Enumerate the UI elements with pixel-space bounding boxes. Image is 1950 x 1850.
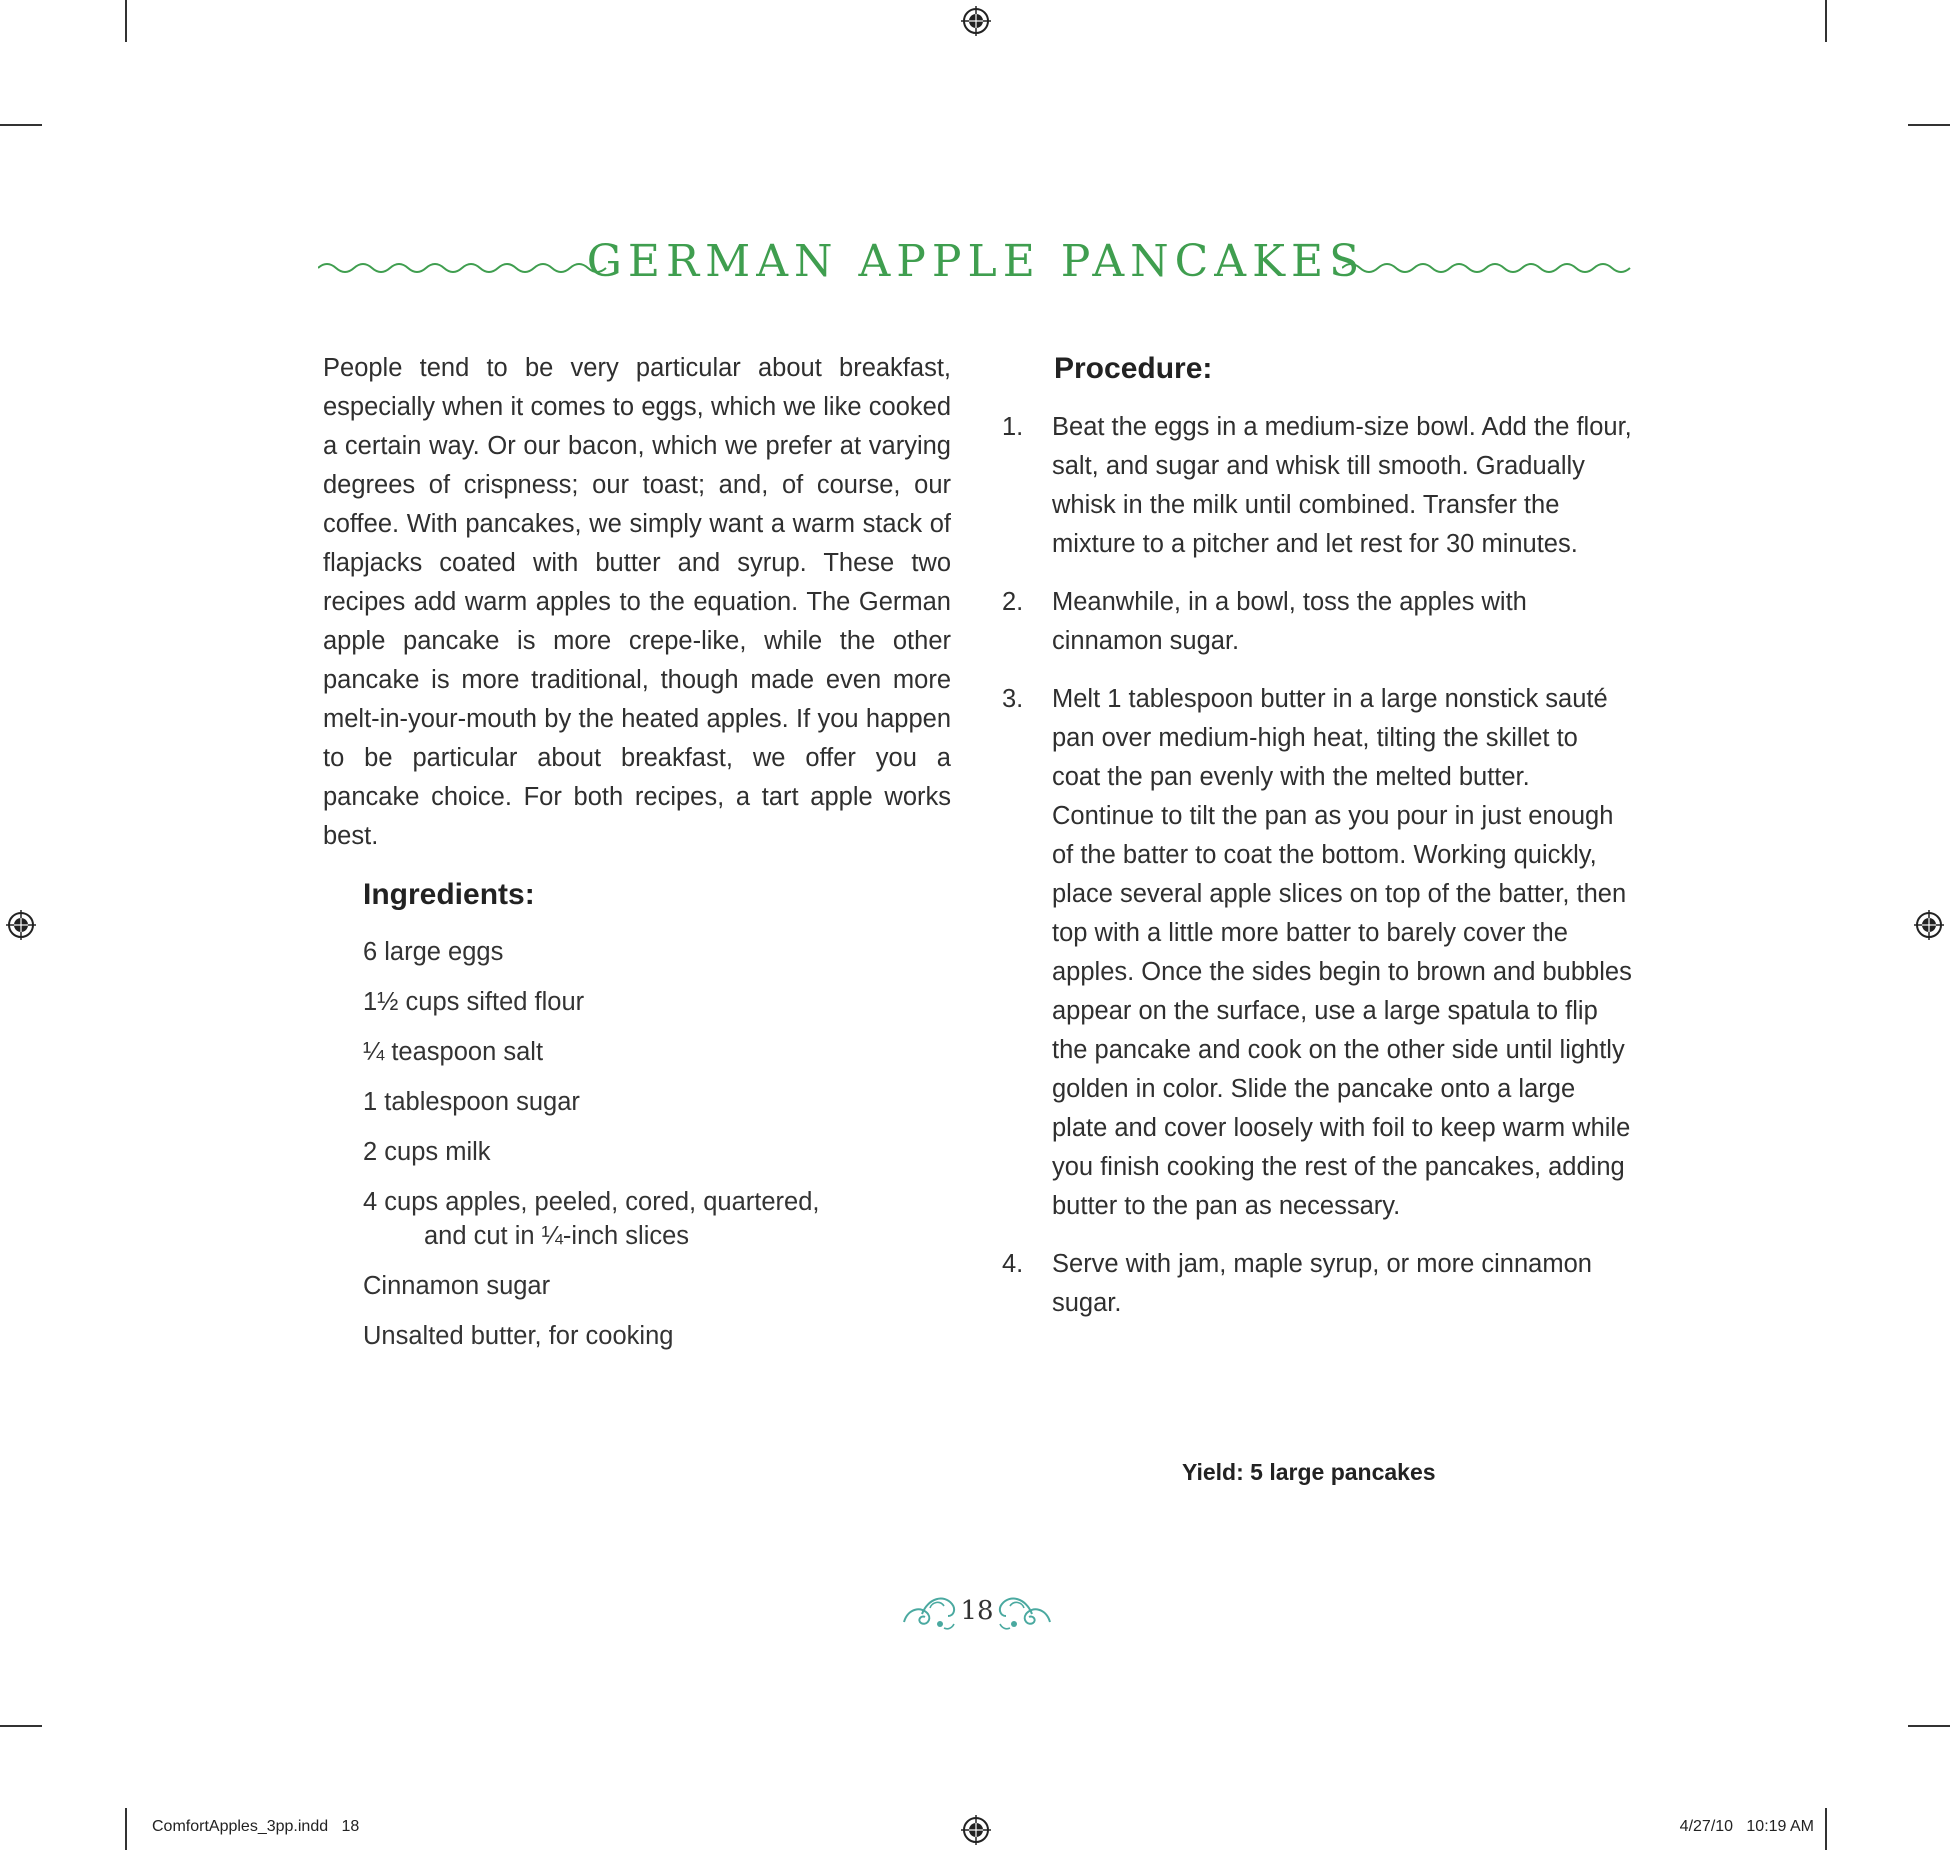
- step-text: Serve with jam, maple syrup, or more cinnamon sugar.: [1052, 1250, 1592, 1317]
- crop-mark-bottom-right-h: [1908, 1725, 1950, 1727]
- list-item: 1½ cups sifted flour: [363, 988, 585, 1016]
- page-number: 18: [960, 1596, 994, 1626]
- crop-mark-top-right-h: [1908, 124, 1950, 126]
- crop-mark-top-left-h: [0, 124, 42, 126]
- list-item: ¼ teaspoon salt: [363, 1038, 544, 1066]
- page-folio: [900, 1588, 1054, 1636]
- intro-paragraph: People tend to be very particular about breakfast, especially when it comes to eggs, which we like cooked a certain way. Or our bacon, which we prefer at varying degrees of crispness; our toast; and, of course, our coffee. With pancakes, we simply want a warm stack of flapjacks coated with butter and syrup. These two recipes add warm apples to the equation. The German apple pancake is more crepe-like, while the other pancake is more traditional, though made even more melt-in-your-mouth by the heated apples. If you happen to be particular about breakfast, we offer you a pancake choice. For both recipes, a tart apple works best.: [323, 354, 951, 850]
- registration-mark-icon: [1914, 910, 1944, 940]
- slug-filename: ComfortApples_3pp.indd 18: [152, 1818, 360, 1835]
- step-number: 2.: [1002, 588, 1024, 616]
- title-row: [318, 236, 1634, 306]
- flourish-ornament-icon: [996, 1588, 1054, 1636]
- step-text: Meanwhile, in a bowl, toss the apples with cinnamon sugar.: [1052, 588, 1527, 655]
- list-item: Cinnamon sugar: [363, 1272, 551, 1300]
- ingredients-list: [363, 935, 923, 1369]
- procedure-step: [1002, 680, 1632, 1226]
- crop-mark-bottom-left-v: [125, 1808, 127, 1850]
- crop-mark-bottom-left-h: [0, 1725, 42, 1727]
- list-item: 2 cups milk: [363, 1138, 491, 1166]
- yield-note: Yield: 5 large pancakes: [1182, 1459, 1436, 1485]
- list-item: 4 cups apples, peeled, cored, quartered, and cut in ¼-inch slices: [363, 1185, 923, 1253]
- registration-mark-icon: [961, 1815, 991, 1845]
- step-number: 3.: [1002, 685, 1024, 713]
- step-number: 4.: [1002, 1250, 1024, 1278]
- step-text: Melt 1 tablespoon butter in a large nonstick sauté pan over medium-high heat, tilting the skillet to coat the pan evenly with the melted butter. Continue to tilt the pan as you pour in just enough of the batter to coat the bottom. Working quickly, place several apple slices on top of the batter, then top with a little more batter to barely cover the apples. Once the sides begin to brown and bubbles appear on the surface, use a large spatula to flip the pancake and cook on the other side until lightly golden in color. Slide the pancake onto a large plate and cover loosely with foil to keep warm while you finish cooking the rest of the pancakes, adding butter to the pan as necessary.: [1052, 685, 1632, 1220]
- registration-mark-icon: [961, 6, 991, 36]
- procedure-heading: Procedure:: [1054, 352, 1213, 385]
- crop-mark-bottom-right-v: [1825, 1808, 1827, 1850]
- procedure-steps: [1002, 408, 1632, 1342]
- list-item: Unsalted butter, for cooking: [363, 1322, 674, 1350]
- slug-datetime: 4/27/10 10:19 AM: [1679, 1818, 1814, 1835]
- wave-ornament-icon: [1342, 258, 1634, 278]
- list-item-continuation: and cut in ¼-inch slices: [424, 1222, 690, 1250]
- ingredients-heading: Ingredients:: [363, 878, 535, 911]
- list-item: 1 tablespoon sugar: [363, 1088, 580, 1116]
- crop-mark-top-left-v: [125, 0, 127, 42]
- page-title: GERMAN APPLE PANCAKES: [586, 236, 1366, 287]
- step-number: 1.: [1002, 413, 1024, 441]
- step-text: Beat the eggs in a medium-size bowl. Add the flour, salt, and sugar and whisk till smooth. Gradually whisk in the milk until combined. Transfer the mixture to a pitcher and let rest for 30 minutes.: [1052, 413, 1632, 558]
- procedure-step: [1002, 1245, 1632, 1323]
- procedure-step: [1002, 583, 1632, 661]
- crop-mark-top-right-v: [1825, 0, 1827, 42]
- procedure-step: [1002, 408, 1632, 564]
- registration-mark-icon: [6, 910, 36, 940]
- list-item: 6 large eggs: [363, 938, 504, 966]
